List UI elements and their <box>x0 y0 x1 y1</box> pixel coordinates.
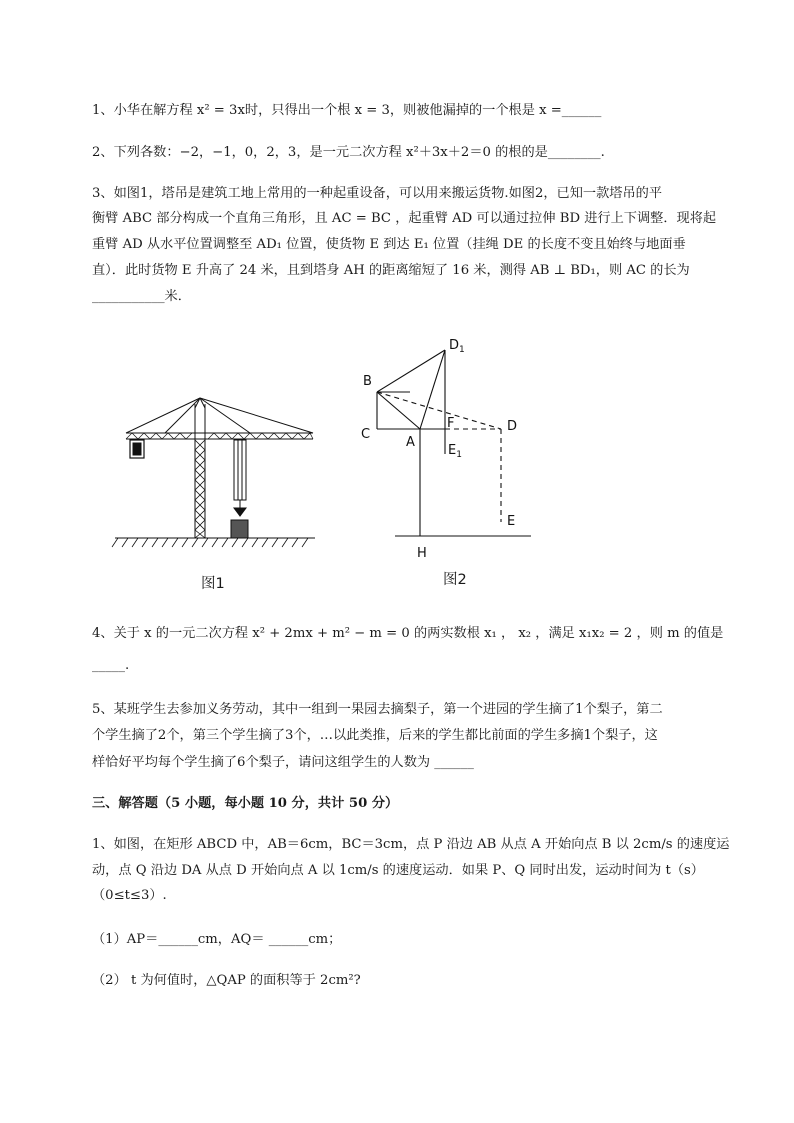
question-3-line-1: 3、如图1，塔吊是建筑工地上常用的一种起重设备，可以用来搬运货物.如图2，已知一款塔吊的平 <box>92 186 663 201</box>
segment-ab <box>377 392 420 429</box>
label-d1: $D_1$ <box>449 338 465 355</box>
problem-1-line-3: （0≤t≤3）. <box>92 888 167 903</box>
section-heading: 三、解答题（5 小题，每小题 10 分，共计 50 分） <box>92 796 399 811</box>
segment-bd1 <box>377 350 445 392</box>
question-4-line-1: 4、关于 x 的一元二次方程 x² + 2mx + m² − m = 0 的两实数根 x₁ ， x₂ ，满足 x₁x₂ = 2 ，则 m 的值是 <box>92 626 724 641</box>
question-3-line-4: 直）．此时货物 E 升高了 24 米，且到塔身 AH 的距离缩短了 16 米，测得 AB ⊥ BD₁，则 AC 的长为 <box>92 263 690 278</box>
question-3-line-3: 重臂 AD 从水平位置调整至 AD₁ 位置，使货物 E 到达 E₁ 位置（挂绳 DE 的长度不变且始终与地面垂 <box>92 237 686 252</box>
question-1-text: 1、小华在解方程 x² = 3x时，只得出一个根 x = 3，则被他漏掉的一个根是 x =______ <box>92 103 602 118</box>
problem-1-part-2: （2） t 为何值时，△QAP 的面积等于 2cm²? <box>92 973 361 988</box>
dashed-bd <box>377 392 501 429</box>
label-f: F <box>447 416 455 431</box>
figure-2-geometry-diagram <box>355 332 535 567</box>
figure-1-tower-crane <box>110 392 320 552</box>
question-3-line-2: 衡臂 ABC 部分构成一个直角三角形，且 AC = BC ，起重臂 AD 可以通过拉伸 BD 进行上下调整．现将起 <box>92 211 717 226</box>
problem-1-line-1: 1、如图，在矩形 ABCD 中，AB＝6cm，BC＝3cm，点 P 沿边 AB 从点 A 开始向点 B 以 2cm/s 的速度运 <box>92 837 730 852</box>
label-h: H <box>417 546 427 561</box>
label-e1: $E_1$ <box>448 443 462 460</box>
question-5-line-3: 样恰好平均每个学生摘了6个梨子，请问这组学生的人数为 ______ <box>92 755 474 770</box>
label-c: C <box>361 427 371 442</box>
label-e: E <box>507 514 516 529</box>
problem-1-part-1: （1）AP＝______cm，AQ＝ ______cm； <box>92 932 342 947</box>
label-d: D <box>507 419 518 434</box>
figure-1-caption: 图1 <box>201 576 225 592</box>
label-b: B <box>363 374 372 389</box>
problem-1-line-2: 动，点 Q 沿边 DA 从点 D 开始向点 A 以 1cm/s 的速度运动．如果 P、Q 同时出发，运动时间为 t（s） <box>92 863 704 878</box>
segment-ad1 <box>420 350 445 429</box>
question-2-text: 2、下列各数：−2，−1，0，2，3，是一元二次方程 x²＋3x＋2＝0 的根的是________. <box>92 145 605 160</box>
question-5-line-1: 5、某班学生去参加义务劳动，其中一组到一果园去摘梨子，第一个进园的学生摘了1个梨子，第二 <box>92 702 663 717</box>
question-4-line-2: _____. <box>92 658 130 673</box>
question-3-line-5: ___________米． <box>92 289 191 304</box>
question-5-line-2: 个学生摘了2个，第三个学生摘了3个，…以此类推，后来的学生都比前面的学生多摘1个梨子，这 <box>92 728 658 743</box>
figure-2-caption: 图2 <box>443 572 467 588</box>
label-a: A <box>406 435 415 450</box>
